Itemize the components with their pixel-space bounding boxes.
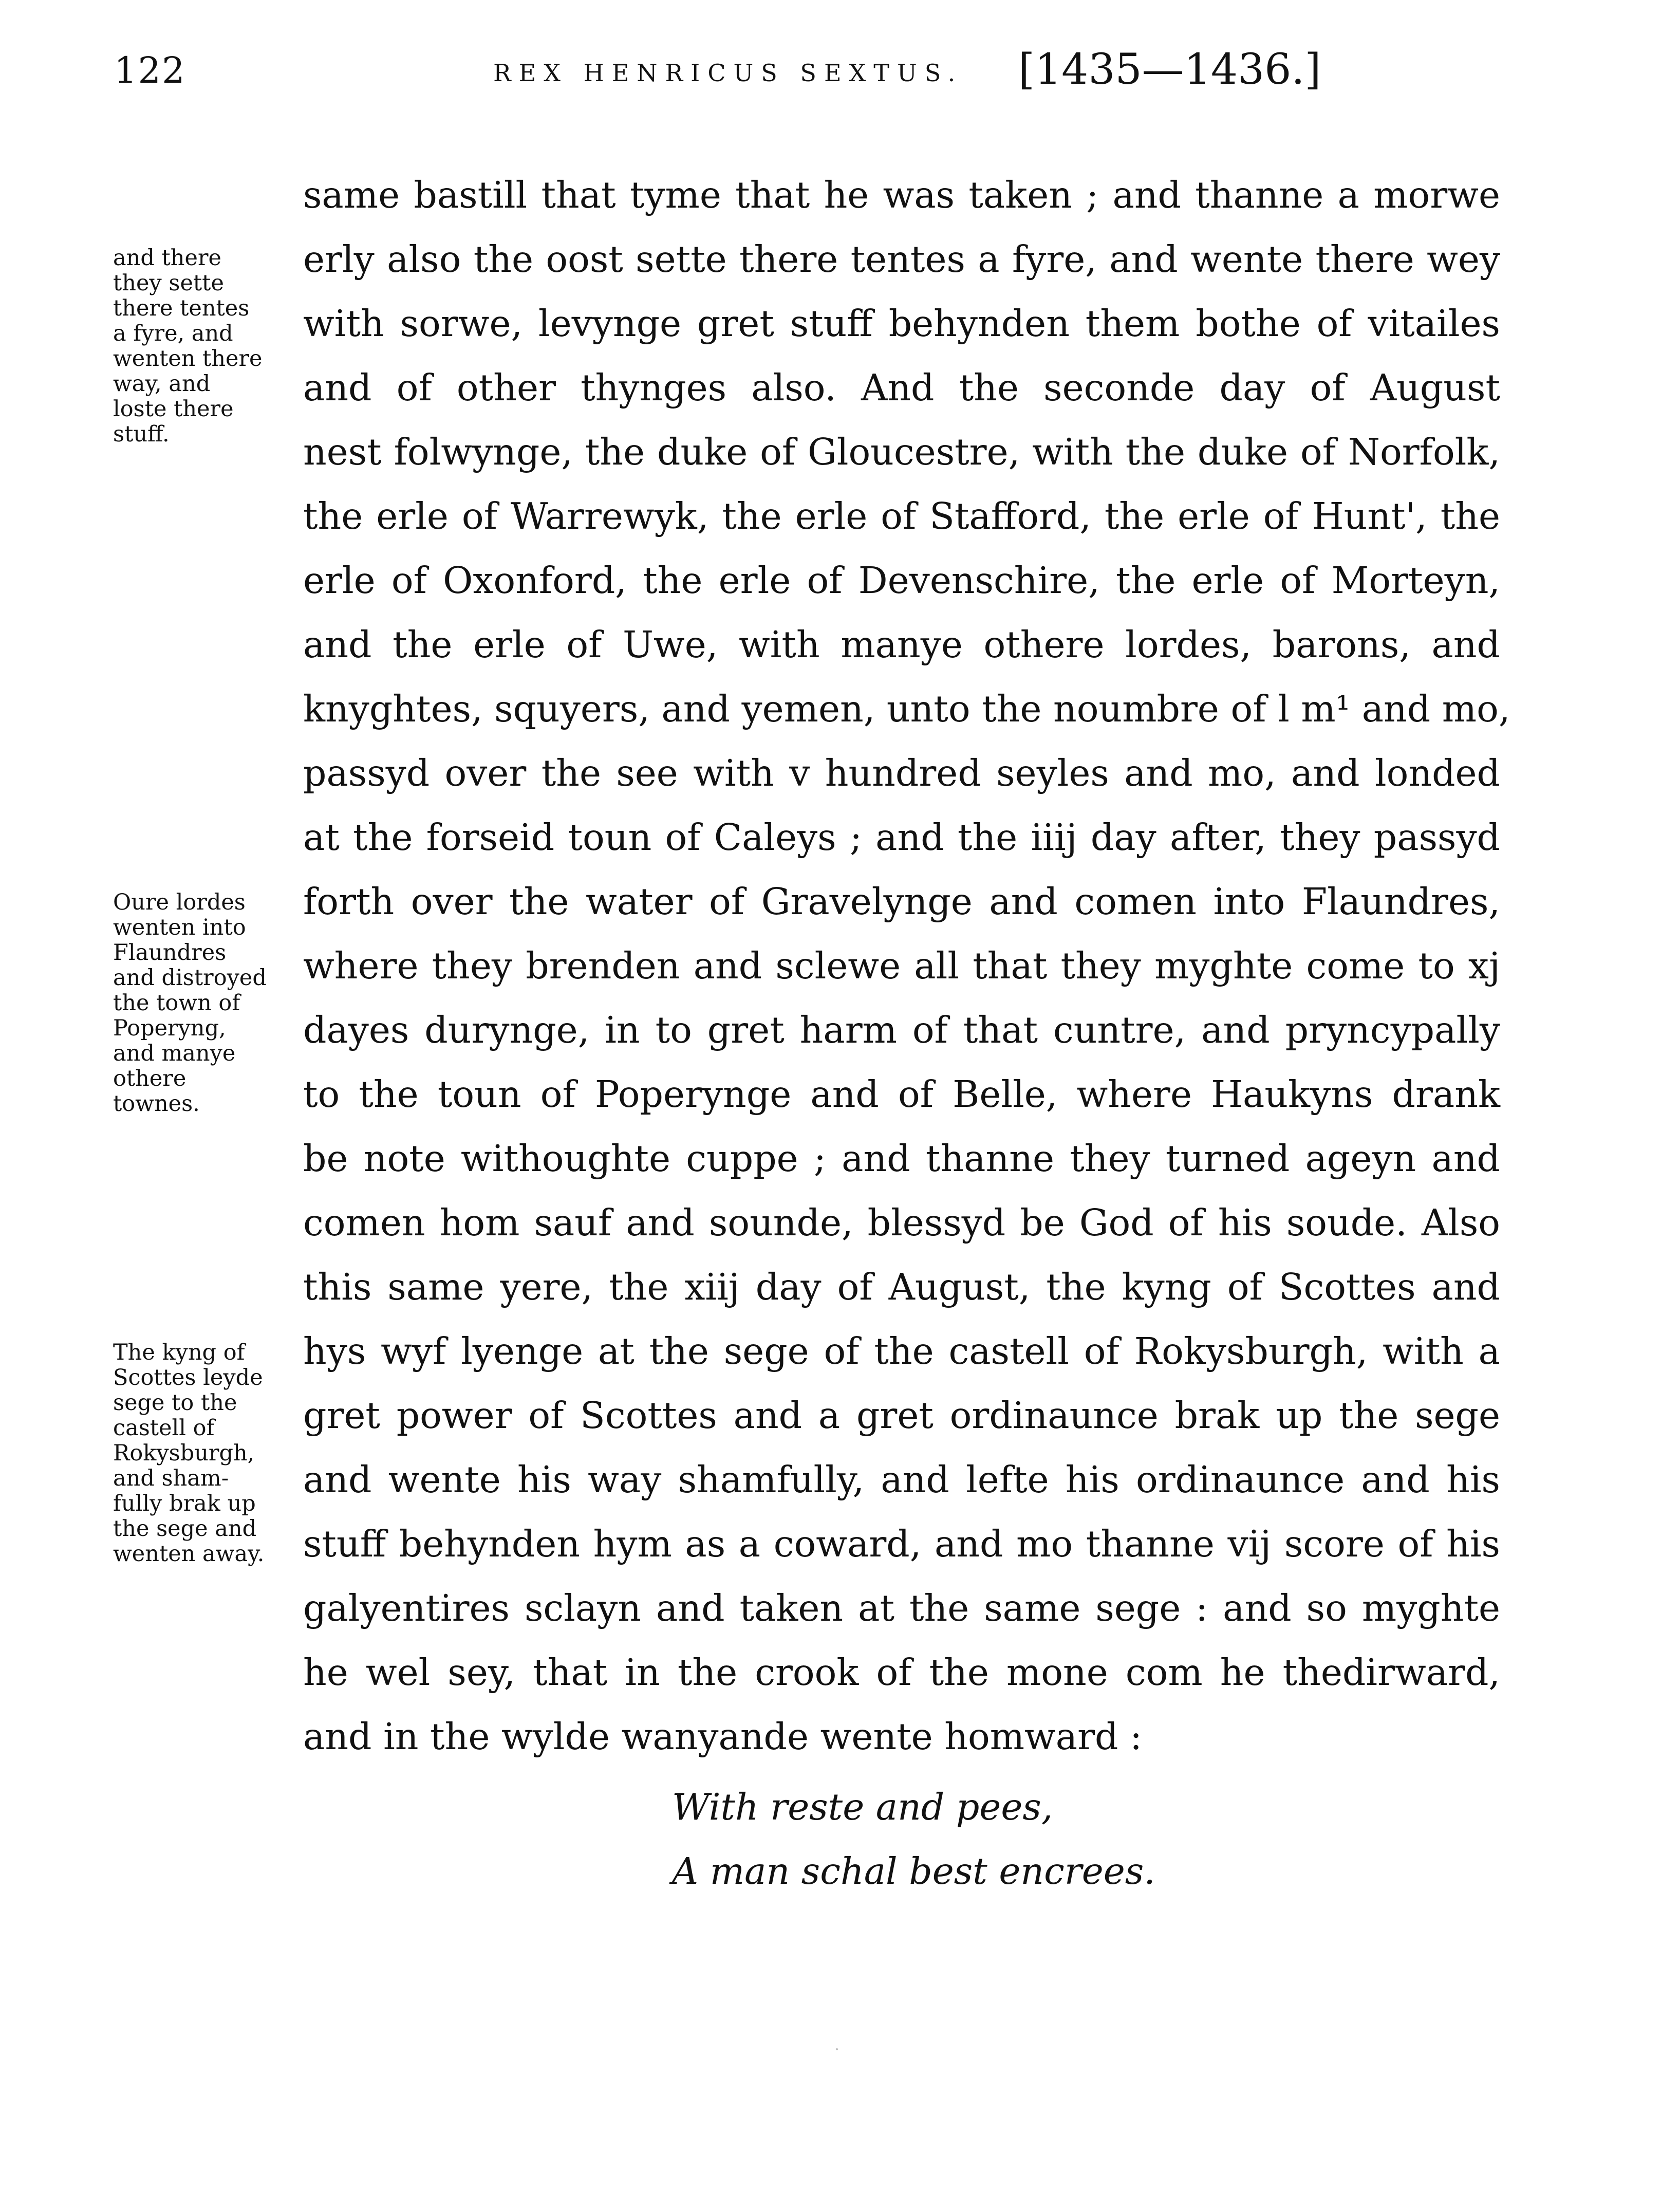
sidenote-line: and distroyed bbox=[113, 965, 267, 991]
text-line: knyghtes, squyers, and yemen, unto the noumbre of l m¹ and mo, bbox=[303, 688, 1510, 730]
page-number: 122 bbox=[114, 49, 186, 91]
text-line: the erle of Warrewyk, the erle of Stafford, the erle of Hunt', the bbox=[303, 495, 1500, 537]
sidenote-line: Poperyng, bbox=[113, 1015, 226, 1041]
sidenote-line: and sham- bbox=[113, 1466, 229, 1491]
sidenote-line: wenten into bbox=[113, 915, 246, 940]
running-title: REX HENRICUS SEXTUS. bbox=[493, 59, 963, 87]
date-range: [1435—1436.] bbox=[1018, 45, 1321, 94]
text-line: he wel sey, that in the crook of the mone com he thedirward, bbox=[303, 1651, 1500, 1694]
sidenote-line: othere bbox=[113, 1066, 186, 1091]
verse-line-2: A man schal best encrees. bbox=[672, 1850, 1155, 1893]
text-line: dayes durynge, in to gret harm of that cuntre, and pryncypally bbox=[303, 1009, 1500, 1051]
sidenote-line: and manye bbox=[113, 1041, 236, 1066]
text-line: where they brenden and sclewe all that they myghte come to xj bbox=[303, 944, 1500, 987]
sidenote-line: castell of bbox=[113, 1415, 215, 1441]
text-line: to the toun of Poperynge and of Belle, where Haukyns drank bbox=[303, 1073, 1500, 1116]
sidenote-line: the town of bbox=[113, 990, 240, 1016]
text-line: gret power of Scottes and a gret ordinaunce brak up the sege bbox=[303, 1394, 1500, 1437]
sidenote-line: The kyng of bbox=[113, 1340, 245, 1365]
text-line: comen hom sauf and sounde, blessyd be God of his soude. Also bbox=[303, 1201, 1500, 1244]
sidenote-line: Flaundres bbox=[113, 940, 227, 966]
sidenote-line: loste there bbox=[113, 396, 234, 422]
sidenote-tents bbox=[113, 246, 298, 447]
sidenote-line: the sege and bbox=[113, 1516, 257, 1542]
sidenote-line: sege to the bbox=[113, 1390, 237, 1416]
sidenote-line: townes. bbox=[113, 1091, 200, 1117]
text-line: and the erle of Uwe, with manye othere lordes, barons, and bbox=[303, 623, 1500, 666]
verse-line-1: With reste and pees, bbox=[672, 1786, 1053, 1828]
sidenote-flaundres bbox=[113, 890, 298, 1117]
sidenote-line: there tentes bbox=[113, 295, 250, 321]
text-line: galyentires sclayn and taken at the same sege : and so myghte bbox=[303, 1587, 1500, 1629]
text-line: be note withoughte cuppe ; and thanne they turned ageyn and bbox=[303, 1137, 1500, 1180]
text-line: and in the wylde wanyande wente homward : bbox=[303, 1715, 1142, 1758]
sidenote-line: fully brak up bbox=[113, 1491, 256, 1516]
text-line: same bastill that tyme that he was taken ; and thanne a morwe bbox=[303, 174, 1500, 216]
sidenote-line: Rokysburgh, bbox=[113, 1440, 255, 1466]
text-line: this same yere, the xiij day of August, the kyng of Scottes and bbox=[303, 1266, 1500, 1308]
text-line: with sorwe, levynge gret stuff behynden them bothe of vitailes bbox=[303, 302, 1500, 345]
sidenote-line: wenten away. bbox=[113, 1541, 265, 1567]
text-line: and of other thynges also. And the seconde day of August bbox=[303, 366, 1500, 409]
text-line: erle of Oxonford, the erle of Devenschire, the erle of Morteyn, bbox=[303, 559, 1500, 602]
text-line: nest folwynge, the duke of Gloucestre, with the duke of Norfolk, bbox=[303, 431, 1500, 473]
text-line: stuff behynden hym as a coward, and mo thanne vij score of his bbox=[303, 1523, 1500, 1565]
sidenote-line: they sette bbox=[113, 270, 224, 296]
sidenote-line: stuff. bbox=[113, 421, 170, 447]
sidenote-line: and there bbox=[113, 245, 221, 271]
print-speck bbox=[836, 2048, 838, 2050]
text-line: hys wyf lyenge at the sege of the castell of Rokysburgh, with a bbox=[303, 1330, 1500, 1373]
text-line: forth over the water of Gravelynge and comen into Flaundres, bbox=[303, 880, 1500, 923]
sidenote-line: a fyre, and bbox=[113, 321, 233, 346]
sidenote-line: Scottes leyde bbox=[113, 1365, 263, 1390]
sidenote-line: wenten there bbox=[113, 346, 263, 372]
sidenote-line: way, and bbox=[113, 371, 211, 397]
text-line: and wente his way shamfully, and lefte his ordinaunce and his bbox=[303, 1458, 1500, 1501]
sidenote-rokysburgh bbox=[113, 1340, 298, 1567]
text-line: at the forseid toun of Caleys ; and the iiij day after, they passyd bbox=[303, 816, 1500, 859]
text-line: passyd over the see with v hundred seyles and mo, and londed bbox=[303, 752, 1500, 794]
text-line: erly also the oost sette there tentes a fyre, and wente there wey bbox=[303, 238, 1500, 281]
sidenote-line: Oure lordes bbox=[113, 889, 246, 915]
